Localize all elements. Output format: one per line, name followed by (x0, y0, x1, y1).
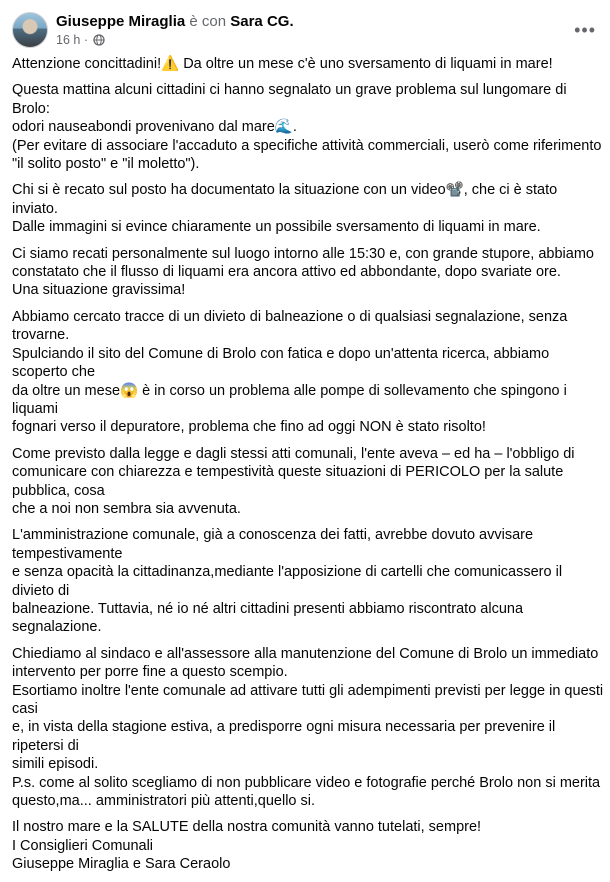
post-paragraph: Come previsto dalla legge e dagli stessi atti comunali, l'ente aveva – ed ha – l'obbligo di comunicare con chiarezza e tempestività queste situazioni di PERICOLO per la salute pubblica, cosa che a noi non sembra sia avvenuta. (12, 445, 575, 517)
post-paragraph: Abbiamo cercato tracce di un divieto di balneazione o di qualsiasi segnalazione, senza trovarne. Spulciando il sito del Comune di Brolo con fatica e dopo un'attenta ricerca, abbiamo scoperto che da oltre un mese😱 è in corso un problema alle pompe di sollevamento che spingono i liquami fognari verso il depuratore, problema che fino ad oggi NON è stato risolto! (12, 308, 568, 436)
meta-separator: · (83, 33, 88, 47)
post-meta (56, 32, 105, 50)
tag-connector: è con (189, 13, 227, 30)
more-options-icon[interactable]: ••• (574, 20, 596, 40)
post-paragraph: Chi si è recato sul posto ha documentato la situazione con un video📽️, che ci è stato inviato. Dalle immagini si evince chiaramente un possibile sversamento di liquami in mare. (12, 182, 558, 236)
author-line (56, 13, 294, 31)
tagged-person[interactable]: Sara CG. (230, 13, 294, 30)
post-paragraph: L'amministrazione comunale, già a conoscenza dei fatti, avrebbe dovuto avvisare tempestivamente e senza opacità la cittadinanza,mediante l'apposizione di cartelli che comunicassero il divieto di balneazione. Tuttavia, né io né altri cittadini presenti abbiamo riscontrato alcuna segnalazione. (12, 527, 563, 636)
post-body (12, 55, 604, 882)
globe-icon[interactable] (93, 34, 105, 50)
post-paragraph: Il nostro mare e la SALUTE della nostra comunità vanno tutelati, sempre! I Consiglieri Comunali Giuseppe Miraglia e Sara Ceraolo (12, 819, 482, 873)
post-paragraph: Chiediamo al sindaco e all'assessore alla manutenzione del Comune di Brolo un immediato intervento per porre fine a questo scempio. Esortiamo inoltre l'ente comunale ad attivare tutti gli adempimenti previsti per legge in questi casi e, in vista della stagione estiva, a predisporre ogni misura necessaria per prevenire il ripetersi di simili episodi. P.s. come al solito scegliamo di non pubblicare video e fotografie perché Brolo non si merita questo,ma... amministratori più attenti,quello si. (12, 645, 604, 810)
author-name[interactable]: Giuseppe Miraglia (56, 13, 186, 30)
post-timestamp[interactable]: 16 h (56, 33, 81, 47)
post-paragraph: Ci siamo recati personalmente sul luogo intorno alle 15:30 e, con grande stupore, abbiamo constatato che il flusso di liquami era ancora attivo ed abbondante, dopo svariate ore. Una situazione gravissima! (12, 245, 594, 299)
post-paragraph: Questa mattina alcuni cittadini ci hanno segnalato un grave problema sul lungomare di Brolo: odori nauseabondi provenivano dal mare🌊. (Per evitare di associare l'accaduto a specifiche attività commerciali, userò come riferimento "il solito posto" e "il moletto"). (12, 82, 602, 173)
author-avatar[interactable] (12, 12, 48, 48)
post-paragraph: Attenzione concittadini!⚠️ Da oltre un mese c'è uno sversamento di liquami in mare! (12, 56, 553, 72)
post-header (12, 12, 602, 52)
